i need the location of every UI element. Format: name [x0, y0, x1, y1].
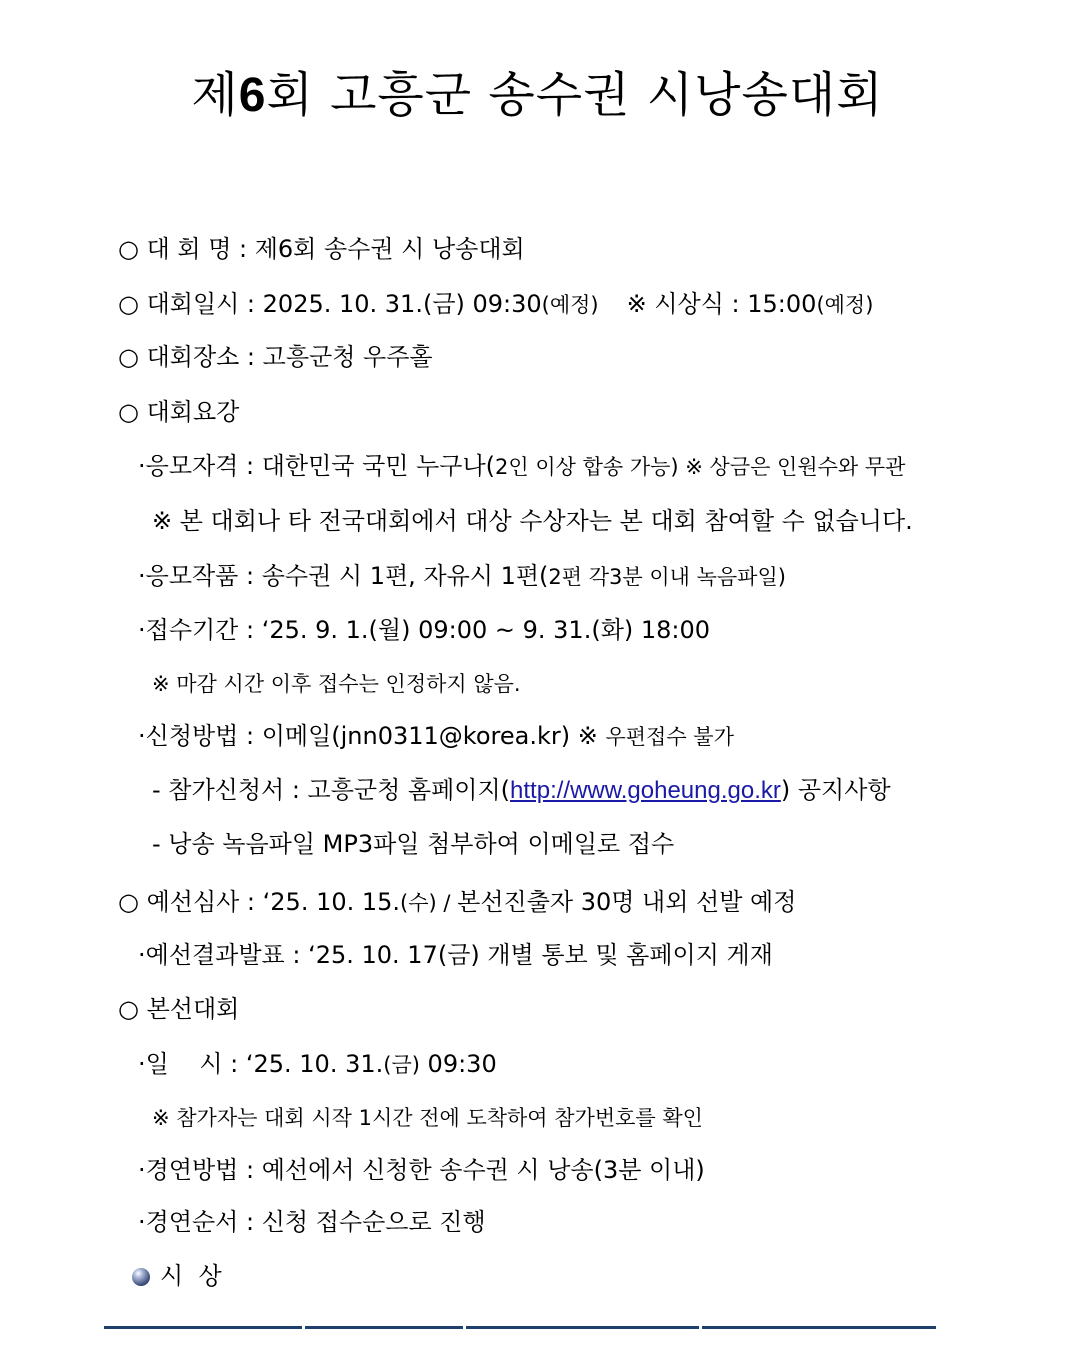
deadline-note: ※ 마감 시간 이후 접수는 인정하지 않음. — [152, 672, 521, 696]
competition-order-line: ·경연순서 : 신청 접수순으로 진행 — [138, 1208, 486, 1236]
table-top-rule — [104, 1326, 302, 1329]
event-date-text: ○ 대회일시 : 2025. 10. 31.(금) 09:30 — [118, 290, 542, 318]
finalist-selection: 본선진출자 30명 내외 선발 예정 — [457, 888, 797, 916]
event-venue-line: ○ 대회장소 : 고흥군청 우주홀 — [118, 343, 433, 371]
awards-heading: 시 상 — [160, 1262, 222, 1290]
page-title — [0, 56, 1075, 125]
final-date-line — [138, 1049, 497, 1080]
competition-method-line: ·경연방법 : 예선에서 신청한 송수권 시 낭송(3분 이내) — [138, 1156, 705, 1184]
eligibility-note: 2인 이상 합송 가능) ※ 상금은 인원수와 무관 — [495, 455, 906, 479]
title-rest: 회 고흥군 송수권 시낭송대회 — [266, 67, 884, 123]
eligibility-line — [138, 451, 905, 482]
table-top-rule — [305, 1326, 463, 1329]
table-top-rule — [702, 1326, 936, 1329]
recording-file-line: - 낭송 녹음파일 MP3파일 첨부하여 이메일로 접수 — [152, 830, 675, 858]
sphere-bullet-icon — [132, 1268, 150, 1286]
preliminary-date: ○ 예선심사 : ‘25. 10. 15. — [118, 888, 401, 916]
title-number: 6 — [238, 69, 267, 122]
event-guidelines-heading: ○ 대회요강 — [118, 398, 240, 426]
winner-restriction-note: ※ 본 대회나 타 전국대회에서 대상 수상자는 본 대회 참여할 수 없습니다. — [152, 507, 913, 535]
application-form-notice: ) 공지사항 — [780, 776, 891, 804]
application-method-text: ·신청방법 : 이메일(jnn0311@korea.kr) ※ — [138, 722, 606, 750]
entry-works-text: ·응모작품 : 송수권 시 1편, 자유시 1편( — [138, 562, 549, 590]
homepage-link[interactable]: http://www.goheung.go.kr — [510, 777, 781, 804]
preliminary-line — [118, 887, 796, 918]
final-date-text: ·일 시 : ‘25. 10. 31. — [138, 1050, 384, 1078]
final-time: 09:30 — [419, 1050, 497, 1078]
entry-works-line — [138, 561, 786, 592]
award-ceremony-tentative: (예정) — [816, 293, 874, 317]
preliminary-result-line: ·예선결과발표 : ‘25. 10. 17(금) 개별 통보 및 홈페이지 게재 — [138, 941, 773, 969]
application-method-line — [138, 721, 734, 752]
entry-works-note: 2편 각3분 이내 녹음파일) — [548, 565, 786, 589]
final-heading: ○ 본선대회 — [118, 995, 240, 1023]
arrival-note: ※ 참가자는 대회 시작 1시간 전에 도착하여 참가번호를 확인 — [152, 1106, 703, 1130]
eligibility-text: ·응모자격 : 대한민국 국민 누구나( — [138, 452, 495, 480]
no-mail-note: 우편접수 불가 — [605, 725, 734, 749]
event-date-line — [118, 289, 873, 320]
award-ceremony-text: ※ 시상식 : 15:00 — [626, 290, 817, 318]
final-weekday: (금) — [383, 1053, 420, 1077]
application-form-line — [152, 775, 891, 806]
title-prefix: 제 — [191, 67, 239, 123]
preliminary-weekday: (수) / — [400, 891, 458, 915]
reception-period-line: ·접수기간 : ‘25. 9. 1.(월) 09:00 ~ 9. 31.(화) 18:00 — [138, 616, 711, 644]
event-date-tentative: (예정) — [541, 293, 599, 317]
event-name-line: ○ 대 회 명 : 제6회 송수권 시 낭송대회 — [118, 235, 525, 263]
application-form-text: - 참가신청서 : 고흥군청 홈페이지( — [152, 776, 511, 804]
table-top-rule — [466, 1326, 699, 1329]
